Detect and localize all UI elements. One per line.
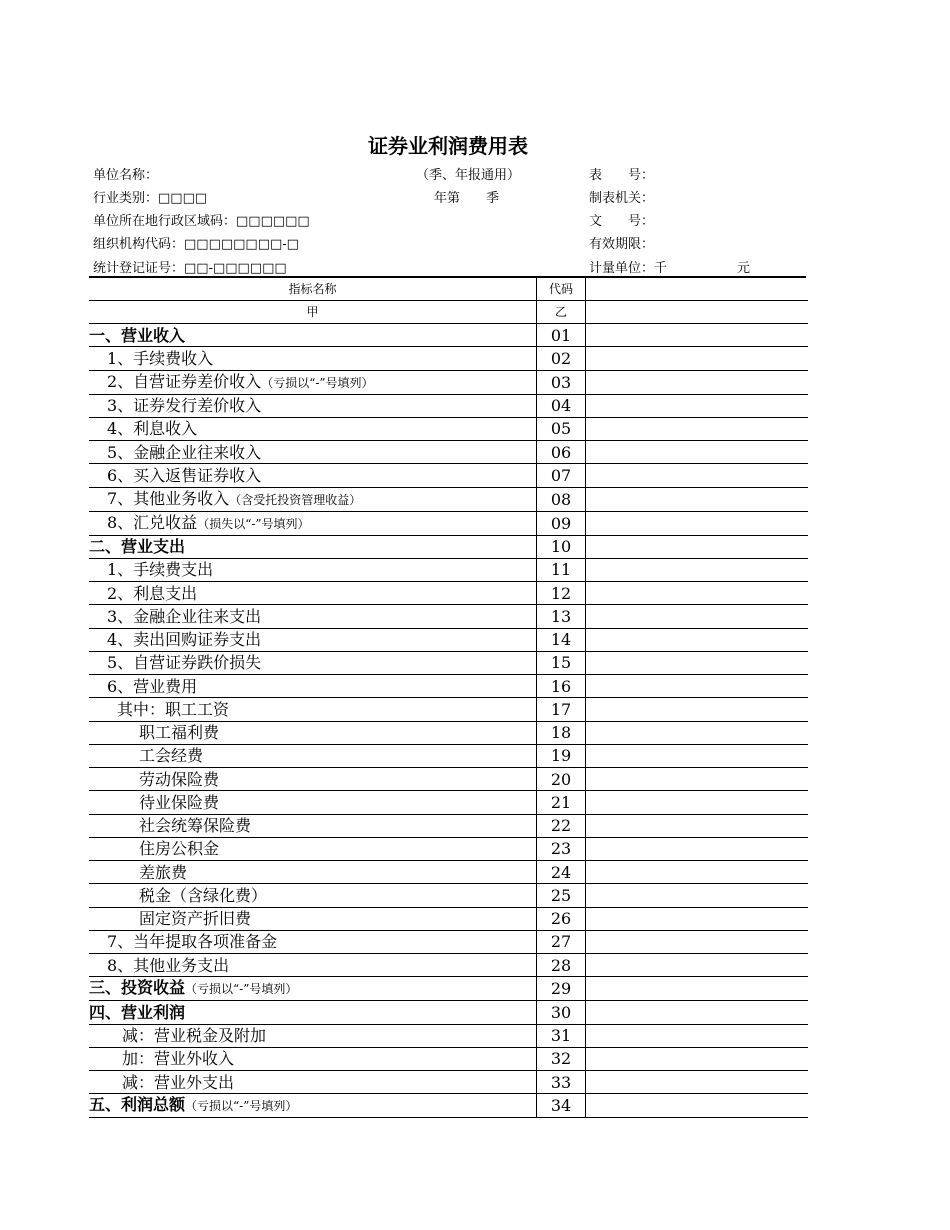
code-cell: 19: [537, 744, 586, 767]
table-row: [89, 675, 808, 698]
table-row: [89, 861, 808, 884]
header-value: [586, 278, 809, 301]
code-cell: 04: [537, 394, 586, 417]
code-cell: 02: [537, 347, 586, 370]
value-cell[interactable]: [586, 768, 809, 791]
code-cell: 17: [537, 698, 586, 721]
indicator-name: 三、投资收益: [89, 978, 186, 998]
value-cell[interactable]: [586, 1071, 809, 1094]
value-cell[interactable]: [586, 814, 809, 837]
code-cell: 33: [537, 1071, 586, 1094]
value-cell[interactable]: [586, 582, 809, 605]
indicator-name: 加：营业外收入: [122, 1049, 235, 1069]
value-cell[interactable]: [586, 698, 809, 721]
indicator-name-cell: [89, 861, 537, 884]
code-cell: 16: [537, 675, 586, 698]
value-cell[interactable]: [586, 1047, 809, 1070]
indicator-note: （亏损以“-”号填列）: [185, 1099, 298, 1114]
indicator-name-cell: [89, 324, 537, 347]
value-cell[interactable]: [586, 417, 809, 440]
value-cell[interactable]: [586, 535, 809, 558]
value-cell[interactable]: [586, 487, 809, 511]
value-cell[interactable]: [586, 1024, 809, 1047]
indicator-name: 差旅费: [139, 862, 188, 882]
table-header-row: [89, 278, 808, 301]
indicator-name-cell: [89, 884, 537, 907]
table-row: [89, 651, 808, 674]
value-cell[interactable]: [586, 558, 809, 581]
indicator-name-cell: [89, 907, 537, 930]
table-row: [89, 907, 808, 930]
value-cell[interactable]: [586, 347, 809, 370]
indicator-name-cell: [89, 814, 537, 837]
subheader-value: [586, 301, 809, 324]
value-cell[interactable]: [586, 744, 809, 767]
table-row: [89, 814, 808, 837]
indicator-name: 其中：职工工资: [117, 699, 230, 719]
value-cell[interactable]: [586, 861, 809, 884]
indicator-name: 一、营业收入: [89, 325, 186, 345]
code-cell: 28: [537, 954, 586, 977]
table-row: [89, 884, 808, 907]
indicator-name: 税金（含绿化费）: [139, 885, 268, 905]
header-code: 代码: [537, 278, 586, 301]
profit-expense-table: [89, 276, 806, 1118]
indicator-name: 3、证券发行差价收入: [107, 396, 262, 416]
code-cell: 06: [537, 441, 586, 464]
indicator-name-cell: [89, 394, 537, 417]
code-cell: 09: [537, 511, 586, 535]
indicator-name: 劳动保险费: [139, 769, 220, 789]
table-row: [89, 535, 808, 558]
indicator-name: 职工福利费: [139, 723, 220, 743]
indicator-name: 6、买入返售证券收入: [107, 465, 262, 485]
table-row: [89, 394, 808, 417]
table-no-label: 表 号：: [589, 168, 655, 183]
indicator-name: 7、其他业务收入: [107, 488, 230, 508]
indicator-name: 工会经费: [139, 746, 204, 766]
table-row: [89, 464, 808, 487]
unit-yuan-label: 元: [737, 261, 751, 276]
table-row: [89, 582, 808, 605]
code-cell: 07: [537, 464, 586, 487]
indicator-name: 6、营业费用: [107, 676, 198, 696]
indicator-name-cell: [89, 347, 537, 370]
indicator-name: 四、营业利润: [89, 1002, 186, 1022]
indicator-name-cell: [89, 582, 537, 605]
report-title: 证券业利润费用表: [368, 134, 528, 158]
subheader-jia: 甲: [89, 301, 537, 324]
indicator-name: 2、自营证券差价收入: [107, 371, 262, 391]
period-label: 年第 季: [434, 191, 500, 206]
indicator-name: 8、汇兑收益: [107, 512, 198, 532]
value-cell[interactable]: [586, 605, 809, 628]
value-cell[interactable]: [586, 370, 809, 394]
code-cell: 32: [537, 1047, 586, 1070]
code-cell: 14: [537, 628, 586, 651]
indicator-name-cell: [89, 698, 537, 721]
table-row: [89, 1024, 808, 1047]
table-row: [89, 511, 808, 535]
indicator-name: 7、当年提取各项准备金: [107, 932, 278, 952]
value-cell[interactable]: [586, 907, 809, 930]
indicator-name-cell: [89, 675, 537, 698]
indicator-name: 固定资产折旧费: [139, 909, 252, 929]
value-cell[interactable]: [586, 1001, 809, 1024]
table-row: [89, 721, 808, 744]
code-cell: 34: [537, 1094, 586, 1118]
issuer-label: 制表机关：: [589, 191, 655, 206]
table-row: [89, 977, 808, 1001]
indicator-name-cell: [89, 930, 537, 953]
value-cell[interactable]: [586, 511, 809, 535]
table-subheader-row: [89, 301, 808, 324]
indicator-name: 减：营业外支出: [122, 1072, 235, 1092]
indicator-name-cell: [89, 768, 537, 791]
table-row: [89, 487, 808, 511]
indicator-name-cell: [89, 605, 537, 628]
value-cell[interactable]: [586, 977, 809, 1001]
code-cell: 05: [537, 417, 586, 440]
org-code-label: 组织机构代码：□□□□□□□□-□: [93, 237, 299, 252]
indicator-name-cell: [89, 1001, 537, 1024]
indicator-name-cell: [89, 651, 537, 674]
value-cell[interactable]: [586, 791, 809, 814]
indicator-name: 减：营业税金及附加: [122, 1026, 267, 1046]
code-cell: 10: [537, 535, 586, 558]
indicator-name-cell: [89, 744, 537, 767]
code-cell: 20: [537, 768, 586, 791]
value-cell[interactable]: [586, 675, 809, 698]
indicator-name-cell: [89, 464, 537, 487]
indicator-name-cell: [89, 837, 537, 860]
region-code-label: 单位所在地行政区域码：□□□□□□: [93, 214, 310, 229]
value-cell[interactable]: [586, 651, 809, 674]
indicator-name-cell: [89, 977, 537, 1001]
indicator-name: 二、营业支出: [89, 537, 186, 557]
code-cell: 23: [537, 837, 586, 860]
indicator-name-cell: [89, 441, 537, 464]
indicator-note: （亏损以“-”号填列）: [185, 982, 298, 997]
indicator-name-cell: [89, 370, 537, 394]
table-row: [89, 417, 808, 440]
industry-label: 行业类别：□□□□: [93, 191, 208, 206]
code-cell: 25: [537, 884, 586, 907]
table-row: [89, 1094, 808, 1118]
code-cell: 13: [537, 605, 586, 628]
indicator-name: 1、手续费支出: [107, 560, 214, 580]
table-row: [89, 324, 808, 347]
indicator-name: 住房公积金: [139, 839, 220, 859]
value-cell[interactable]: [586, 464, 809, 487]
code-cell: 21: [537, 791, 586, 814]
table-row: [89, 744, 808, 767]
unit-label: 计量单位：千: [589, 261, 668, 276]
code-cell: 22: [537, 814, 586, 837]
indicator-name-cell: [89, 1094, 537, 1118]
indicator-name: 2、利息支出: [107, 583, 198, 603]
indicator-note: （亏损以“-”号填列）: [261, 375, 374, 390]
indicator-name: 8、其他业务支出: [107, 955, 230, 975]
table-row: [89, 628, 808, 651]
code-cell: 26: [537, 907, 586, 930]
table-row: [89, 768, 808, 791]
indicator-name-cell: [89, 791, 537, 814]
indicator-name: 待业保险费: [139, 792, 220, 812]
valid-period-label: 有效期限：: [589, 237, 655, 252]
value-cell[interactable]: [586, 884, 809, 907]
value-cell[interactable]: [586, 628, 809, 651]
table-row: [89, 698, 808, 721]
value-cell[interactable]: [586, 441, 809, 464]
indicator-note: （损失以“-”号填列）: [197, 516, 310, 531]
indicator-name-cell: [89, 535, 537, 558]
indicator-name: 5、自营证券跌价损失: [107, 653, 262, 673]
indicator-name: 五、利润总额: [89, 1095, 186, 1115]
code-cell: 30: [537, 1001, 586, 1024]
code-cell: 15: [537, 651, 586, 674]
table-row: [89, 954, 808, 977]
table-row: [89, 370, 808, 394]
value-cell[interactable]: [586, 394, 809, 417]
table-row: [89, 558, 808, 581]
value-cell[interactable]: [586, 721, 809, 744]
code-cell: 31: [537, 1024, 586, 1047]
header-indicator-name: 指标名称: [89, 278, 537, 301]
indicator-name-cell: [89, 721, 537, 744]
value-cell[interactable]: [586, 837, 809, 860]
table-row: [89, 1071, 808, 1094]
value-cell[interactable]: [586, 930, 809, 953]
indicator-name-cell: [89, 487, 537, 511]
indicator-name: 3、金融企业往来支出: [107, 606, 262, 626]
indicator-name-cell: [89, 511, 537, 535]
table-row: [89, 1047, 808, 1070]
code-cell: 29: [537, 977, 586, 1001]
code-cell: 08: [537, 487, 586, 511]
table-row: [89, 441, 808, 464]
value-cell[interactable]: [586, 954, 809, 977]
code-cell: 11: [537, 558, 586, 581]
indicator-name: 1、手续费收入: [107, 348, 214, 368]
indicator-name: 5、金融企业往来收入: [107, 442, 262, 462]
code-cell: 01: [537, 324, 586, 347]
table-row: [89, 930, 808, 953]
applicable-note: （季、年报通用）: [416, 168, 521, 183]
indicator-name-cell: [89, 628, 537, 651]
value-cell[interactable]: [586, 324, 809, 347]
code-cell: 24: [537, 861, 586, 884]
indicator-name: 4、利息收入: [107, 419, 198, 439]
table-row: [89, 791, 808, 814]
code-cell: 27: [537, 930, 586, 953]
indicator-name-cell: [89, 1047, 537, 1070]
indicator-name-cell: [89, 954, 537, 977]
unit-name-label: 单位名称：: [93, 168, 159, 183]
indicator-name-cell: [89, 1024, 537, 1047]
reg-no-label: 统计登记证号：□□-□□□□□□: [93, 261, 287, 276]
indicator-name-cell: [89, 1071, 537, 1094]
value-cell[interactable]: [586, 1094, 809, 1118]
table-row: [89, 837, 808, 860]
indicator-note: （含受托投资管理收益）: [229, 492, 362, 507]
subheader-yi: 乙: [537, 301, 586, 324]
indicator-name: 4、卖出回购证券支出: [107, 630, 262, 650]
table-row: [89, 605, 808, 628]
indicator-name-cell: [89, 558, 537, 581]
indicator-name-cell: [89, 417, 537, 440]
code-cell: 03: [537, 370, 586, 394]
table-row: [89, 1001, 808, 1024]
doc-no-label: 文 号：: [589, 214, 655, 229]
indicator-name: 社会统筹保险费: [139, 816, 252, 836]
code-cell: 12: [537, 582, 586, 605]
code-cell: 18: [537, 721, 586, 744]
table-row: [89, 347, 808, 370]
